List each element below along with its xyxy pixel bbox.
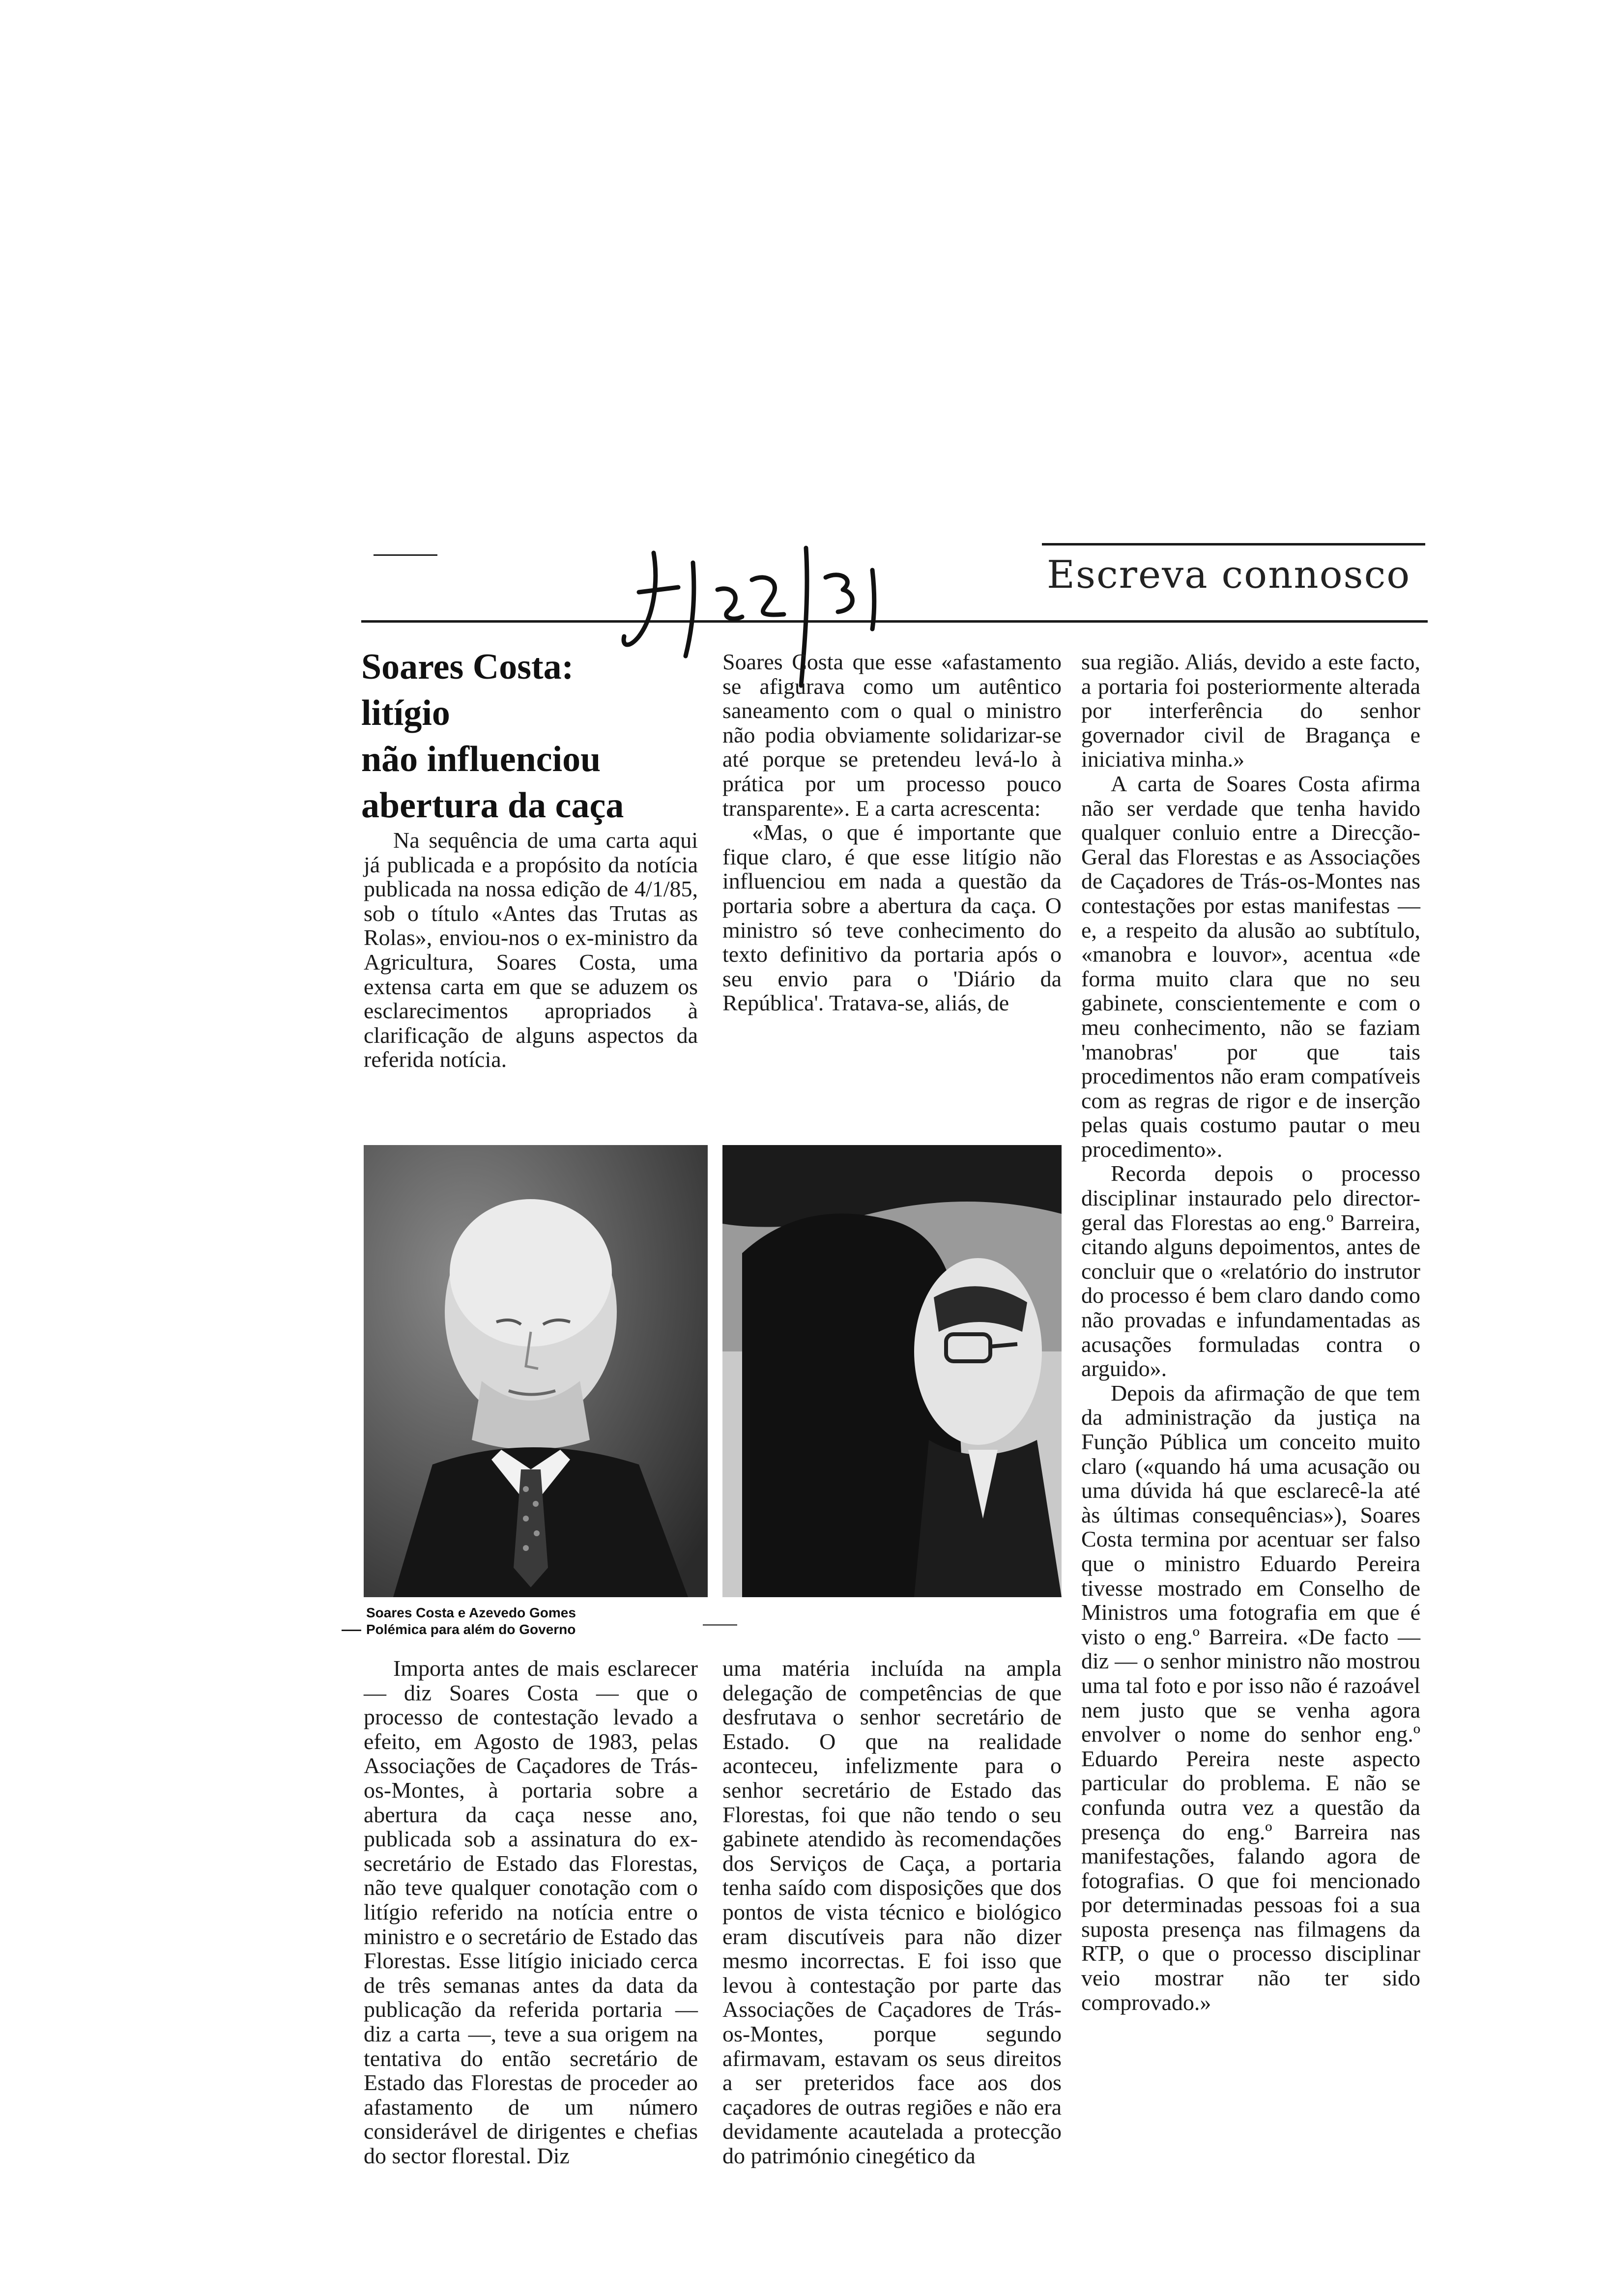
headline-line-3: não influenciou [361, 739, 601, 779]
portrait-illustration-2 [722, 1145, 1062, 1597]
headline-line-2: litígio [361, 693, 450, 733]
lead-paragraph: Na sequência de uma carta aqui já publicada e a propósito da notícia publicada na nossa edição de 4/1/85, sob o título «Antes das Trutas as Rolas», enviou-nos o ex-ministro da Agricultura, Soares Costa, uma extensa carta em que se aduzem os esclarecimentos apropriados à clarificação de alguns aspectos da referida notícia. [364, 828, 698, 1072]
col3-paragraph-1: sua região. Aliás, devido a este facto, a portaria foi posteriormente alterada por interferência do senhor governador civil de Bragança e iniciativa minha.» [1081, 649, 1420, 772]
caption-line-1: Soares Costa e Azevedo Gomes [366, 1605, 576, 1620]
col3-paragraph-3: Recorda depois o processo disciplinar instaurado pelo director-geral das Florestas ao eng.º Barreira, citando alguns depoimentos, antes de concluir que o «relatório do instrutor do processo é bem claro dando como não provadas e infundamentadas as acusações formuladas contra o arguido». [1081, 1161, 1420, 1381]
column-2-top [722, 650, 1062, 1015]
article-headline [361, 644, 676, 829]
col3-paragraph-2: A carta de Soares Costa afirma não ser verdade que tenha havido qualquer conluio entre a Direcção-Geral das Florestas e as Associações de Caçadores de Trás-os-Montes nas contestações por estas manifestas — e, a respeito da alusão ao subtítulo, «manobra e louvor», acentua «de forma muito clara que no seu gabinete, conscientemente e com o meu conhecimento, não se faziam 'manobras' por que tais procedimentos não eram compatíveis com as regras de rigor e de inserção pelas quais costumo pautar o meu procedimento». [1081, 771, 1420, 1162]
headline-line-1: Soares Costa: [361, 647, 574, 687]
col2-bottom-paragraph: uma matéria incluída na ampla delegação de competências de que desfrutava o senhor secretário de Estado. O que na realidade aconteceu, infelizmente para o senhor secretário de Estado das Florestas, foi que não tendo o seu gabinete atendido às recomendações dos Serviços de Caça, a portaria tenha saído com disposições que dos pontos de vista técnico e biológico eram discutíveis para não dizer mesmo incorrectas. E foi isso que levou à contestação por parte das Associações de Caçadores de Trás-os-Montes, porque segundo afirmavam, estavam os seus direitos a ser preteridos face aos dos caçadores de outras regiões e não era devidamente acautelada a protecção do património cinegético da [722, 1656, 1062, 2168]
caption-dash [342, 1630, 361, 1631]
article-lead [364, 828, 698, 1072]
col2-paragraph-1: Soares Costa que esse «afastamento se afigurava como um autêntico saneamento com o qual o ministro não podia obviamente solidarizar-se até porque se pretendeu levá-lo à prática por um processo pouco transparente». E a carta acrescenta: [722, 649, 1062, 821]
header-rule-top [1042, 543, 1425, 545]
col3-paragraph-4: Depois da afirmação de que tem da administração da justiça na Função Pública um conceito muito claro («quando há uma acusação ou uma dúvida há que esclarecê-la até às últimas consequências»), Soares Costa termina por acentuar ser falso que o ministro Eduardo Pereira tivesse mostrado em Conselho de Ministros uma fotografia em que é visto o eng.º Barreira. «De facto — diz — o senhor ministro não mostrou uma tal foto e por isso não é razoável nem justo que se venha agora envolver o nome do senhor eng.º Eduardo Pereira neste aspecto particular do problema. E não se confunda outra vez a questão da presença do eng.º Barreira nas manifestações, falando agora de fotografias. O que foi mencionado por determinadas pessoas foi a sua suposta presença nas filmagens da RTP, o que o processo disciplinar veio mostrar não ter sido comprovado.» [1081, 1380, 1420, 2015]
column-divider-rule [703, 1624, 737, 1626]
photo-azevedo-gomes [722, 1145, 1062, 1597]
header-rule-left [374, 554, 437, 556]
caption-line-2: Polémica para além do Governo [366, 1622, 576, 1637]
col2-paragraph-2: «Mas, o que é importante que fique claro, é que esse litígio não influenciou em nada a questão da portaria sobre a abertura da caça. O ministro só teve conhecimento do texto definitivo da portaria após o seu envio para o 'Diário da República'. Tratava-se, aliás, de [722, 820, 1062, 1016]
photo-soares-costa [364, 1145, 708, 1597]
col1-bottom-paragraph: Importa antes de mais esclarecer — diz Soares Costa — que o processo de contestação levado a efeito, em Agosto de 1983, pelas Associações de Caçadores de Trás-os-Montes, à portaria sobre a abertura da caça nesse ano, publicada sob a assinatura do ex-secretário de Estado das Florestas, não teve qualquer conotação com o litígio referido na notícia entre o ministro e o secretário de Estado das Florestas. Esse litígio iniciado cerca de três semanas antes da data da publicação da referida portaria — diz a carta —, teve a sua origem na tentativa do então secretário de Estado das Florestas de proceder ao afastamento de um número considerável de dirigentes e chefias do sector florestal. Diz [364, 1656, 698, 2168]
portrait-illustration-1 [364, 1145, 708, 1597]
headline-line-4: abertura da caça [361, 785, 624, 826]
column-3 [1081, 650, 1420, 2014]
column-2-bottom [722, 1656, 1062, 2168]
column-1-bottom [364, 1656, 698, 2168]
section-label: Escreva connosco [1047, 553, 1411, 597]
photo-caption [366, 1605, 710, 1638]
